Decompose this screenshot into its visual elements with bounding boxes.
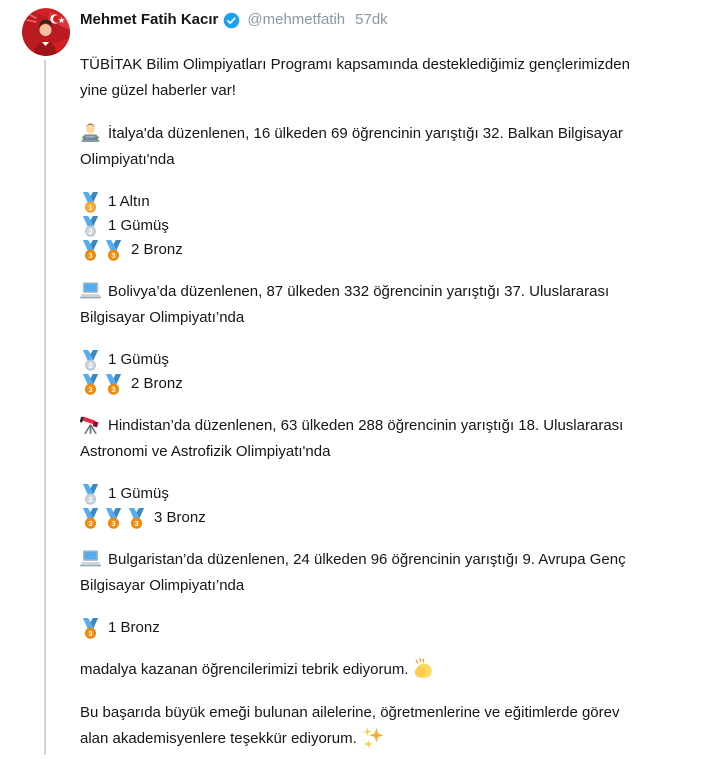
medal-count-label: 1 Gümüş <box>108 217 169 234</box>
man-technologist-icon <box>80 122 101 143</box>
paragraph-text: Bu başarıda büyük emeği bulunan ailelerine, öğretmenlerine ve eğitimlerde görev alan akademisyenlere teşekkür ediyorum. <box>80 704 620 747</box>
bronze-medal-icon <box>80 240 101 261</box>
medal-count-label: 2 Bronz <box>131 241 183 258</box>
user-handle-link[interactable]: @mehmetfatih <box>247 11 346 28</box>
svg-text:3: 3 <box>88 518 93 528</box>
bronze-medal-icon <box>103 508 124 529</box>
svg-text:2: 2 <box>88 494 93 504</box>
svg-text:2: 2 <box>88 226 93 236</box>
bronze-medal-icon <box>80 618 101 639</box>
svg-text:2: 2 <box>88 360 93 370</box>
bronze-medal-icon <box>103 240 124 261</box>
silver-medal-icon <box>80 216 101 237</box>
medal-count-label: 2 Bronz <box>131 375 183 392</box>
paragraph-text: İtalya'da düzenlenen, 16 ülkeden 69 öğrencinin yarıştığı 32. Balkan Bilgisayar Olimpiyatı'nda <box>80 125 623 168</box>
bronze-medal-icon <box>80 508 101 529</box>
gold-medal-icon <box>80 192 101 213</box>
tweet-paragraph <box>80 413 646 465</box>
medal-group <box>80 348 646 396</box>
avatar[interactable] <box>22 8 70 56</box>
telescope-icon <box>80 414 101 435</box>
tweet-paragraph <box>80 121 646 173</box>
tweet-paragraph <box>80 52 646 104</box>
svg-text:3: 3 <box>111 518 116 528</box>
clapping-hands-icon <box>413 657 436 680</box>
silver-medal-icon <box>80 484 101 505</box>
laptop-icon <box>80 548 101 569</box>
svg-text:3: 3 <box>88 250 93 260</box>
tweet-body <box>80 52 646 752</box>
avatar-image <box>22 8 70 56</box>
medal-row <box>80 372 646 396</box>
tweet-header <box>80 10 646 30</box>
display-name-link[interactable]: Mehmet Fatih Kacır <box>80 11 219 28</box>
svg-text:3: 3 <box>111 250 116 260</box>
medal-row <box>80 616 646 640</box>
medal-count-label: 1 Bronz <box>108 619 160 636</box>
svg-text:3: 3 <box>111 384 116 394</box>
tweet-paragraph <box>80 279 646 331</box>
sparkles-icon <box>362 726 385 749</box>
timestamp-link[interactable]: 57dk <box>355 11 388 28</box>
medal-row <box>80 506 646 530</box>
medal-group <box>80 482 646 530</box>
tweet-paragraph <box>80 700 646 752</box>
bronze-medal-icon <box>103 374 124 395</box>
medal-group <box>80 616 646 640</box>
thread-connector-line <box>44 60 46 755</box>
paragraph-text: Hindistan’da düzenlenen, 63 ülkeden 288 öğrencinin yarıştığı 18. Uluslararası Astronomi ve Astrofizik Olimpiyatı'nda <box>80 417 624 460</box>
medal-group <box>80 190 646 262</box>
paragraph-text: TÜBİTAK Bilim Olimpiyatları Programı kapsamında desteklediğimiz gençlerimizden yine güzel haberler var! <box>80 56 630 99</box>
medal-row <box>80 214 646 238</box>
medal-row <box>80 348 646 372</box>
bronze-medal-icon <box>126 508 147 529</box>
laptop-icon <box>80 280 101 301</box>
medal-row <box>80 190 646 214</box>
svg-text:3: 3 <box>134 518 139 528</box>
medal-count-label: 1 Gümüş <box>108 351 169 368</box>
svg-text:3: 3 <box>88 384 93 394</box>
tweet-content <box>80 10 646 759</box>
svg-text:1: 1 <box>88 202 93 212</box>
paragraph-text: Bulgaristan’da düzenlenen, 24 ülkeden 96 öğrencinin yarıştığı 9. Avrupa Genç Bilgisayar Olimpiyatı’nda <box>80 551 626 594</box>
paragraph-text: madalya kazanan öğrencilerimizi tebrik ediyorum. <box>80 661 409 678</box>
medal-count-label: 1 Gümüş <box>108 485 169 502</box>
tweet-paragraph <box>80 657 646 683</box>
medal-row <box>80 482 646 506</box>
bronze-medal-icon <box>80 374 101 395</box>
paragraph-text: Bolivya’da düzenlenen, 87 ülkeden 332 öğrencinin yarıştığı 37. Uluslararası Bilgisayar Olimpiyatı’nda <box>80 283 610 326</box>
medal-count-label: 3 Bronz <box>154 509 206 526</box>
silver-medal-icon <box>80 350 101 371</box>
medal-count-label: 1 Altın <box>108 193 150 210</box>
medal-row <box>80 238 646 262</box>
tweet-paragraph <box>80 547 646 599</box>
verified-badge-icon <box>223 12 240 29</box>
svg-text:3: 3 <box>88 628 93 638</box>
